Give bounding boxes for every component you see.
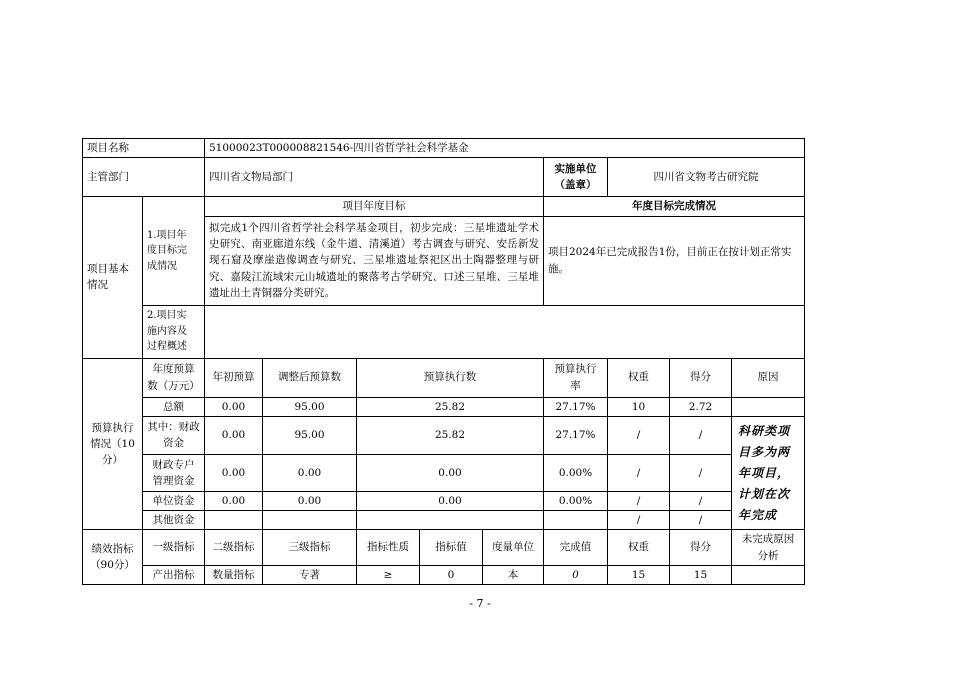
budget-row bbox=[83, 511, 805, 530]
perf-level1: 产出指标 bbox=[143, 565, 205, 584]
budget-annual-header: 年度预算 数（万元） bbox=[143, 358, 205, 397]
perf-level2-header: 二级指标 bbox=[205, 530, 263, 566]
perf-nature-header: 指标性质 bbox=[357, 530, 420, 566]
perf-weight-header: 权重 bbox=[608, 530, 670, 566]
perf-done-header: 完成值 bbox=[544, 530, 608, 566]
budget-weight: / bbox=[608, 454, 670, 491]
perf-row bbox=[83, 565, 805, 584]
budget-weight: / bbox=[608, 416, 670, 454]
impl-unit-label: 实施单位 （盖章） bbox=[544, 158, 608, 197]
perf-level2: 数量指标 bbox=[205, 565, 263, 584]
perf-unit-header: 度量单位 bbox=[483, 530, 544, 566]
budget-initial: 0.00 bbox=[205, 454, 263, 491]
budget-weight-header: 权重 bbox=[608, 358, 670, 397]
basic-info-label: 项目基本 情况 bbox=[83, 197, 143, 358]
perf-score-header: 得分 bbox=[670, 530, 732, 566]
budget-section-label: 预算执行 情况（10 分） bbox=[83, 358, 143, 530]
perf-level1-header: 一级指标 bbox=[143, 530, 205, 566]
dept-label: 主管部门 bbox=[83, 158, 205, 197]
perf-done: 0 bbox=[544, 565, 608, 584]
budget-adjusted: 95.00 bbox=[263, 416, 357, 454]
budget-initial: 0.00 bbox=[205, 491, 263, 510]
budget-rate-header: 预算执行 率 bbox=[544, 358, 608, 397]
perf-level3-header: 三级指标 bbox=[263, 530, 357, 566]
budget-executed: 25.82 bbox=[357, 416, 544, 454]
content-row-label: 2.项目实 施内容及 过程概述 bbox=[143, 305, 205, 358]
project-name-label: 项目名称 bbox=[83, 139, 205, 158]
content-row bbox=[83, 305, 805, 358]
budget-score-header: 得分 bbox=[670, 358, 732, 397]
budget-adjusted bbox=[263, 511, 357, 530]
budget-initial bbox=[205, 511, 263, 530]
budget-weight: / bbox=[608, 491, 670, 510]
perf-weight: 15 bbox=[608, 565, 670, 584]
performance-table bbox=[82, 138, 805, 585]
budget-reason-text: 科研类项目多为两年项目，计划在次年完成 bbox=[732, 416, 805, 530]
completion-text: 项目2024年已完成报告1份，目前正在按计划正常实施。 bbox=[544, 216, 805, 305]
budget-row bbox=[83, 416, 805, 454]
budget-row-label: 单位资金 bbox=[143, 491, 205, 510]
budget-weight: 10 bbox=[608, 397, 670, 416]
goal-text: 拟完成1个四川省哲学社会科学基金项目，初步完成：三星堆遗址学术史研究、南亚廊道东线（金牛道、清溪道）考古调查与研究、安岳新发现石窟及摩崖造像调查与研究、三星堆遗址祭祀区出土陶器整理与研究、嘉陵江流域宋元山城遗址的聚落考古学研究、口述三星堆、三星堆遗址出土青铜器分类研究。 bbox=[205, 216, 544, 305]
budget-weight: / bbox=[608, 511, 670, 530]
budget-row-label: 其他资金 bbox=[143, 511, 205, 530]
budget-initial: 0.00 bbox=[205, 416, 263, 454]
impl-unit-value: 四川省文物考古研究院 bbox=[608, 158, 805, 197]
perf-reason bbox=[732, 565, 805, 584]
budget-row bbox=[83, 397, 805, 416]
content-text-cell bbox=[205, 305, 805, 358]
budget-row-label: 其中：财政 资金 bbox=[143, 416, 205, 454]
budget-score: / bbox=[670, 454, 732, 491]
perf-value-header: 指标值 bbox=[420, 530, 483, 566]
budget-row bbox=[83, 454, 805, 491]
perf-score: 15 bbox=[670, 565, 732, 584]
budget-initial-header: 年初预算 bbox=[205, 358, 263, 397]
perf-nature: ≥ bbox=[357, 565, 420, 584]
budget-reason-header: 原因 bbox=[732, 358, 805, 397]
budget-header-row bbox=[83, 358, 805, 397]
perf-header-row bbox=[83, 530, 805, 566]
budget-score: / bbox=[670, 416, 732, 454]
budget-adjusted: 0.00 bbox=[263, 491, 357, 510]
completion-header: 年度目标完成情况 bbox=[544, 197, 805, 216]
budget-adjusted-header: 调整后预算数 bbox=[263, 358, 357, 397]
budget-adjusted: 0.00 bbox=[263, 454, 357, 491]
project-name-value: 51000023T000008821546-四川省哲学社会科学基金 bbox=[205, 139, 805, 158]
project-name-row bbox=[83, 139, 805, 158]
budget-executed: 0.00 bbox=[357, 491, 544, 510]
budget-rate: 27.17% bbox=[544, 416, 608, 454]
budget-reason-empty bbox=[732, 397, 805, 416]
budget-row-label: 财政专户 管理资金 bbox=[143, 454, 205, 491]
budget-row bbox=[83, 491, 805, 510]
page-number: - 7 - bbox=[469, 597, 491, 610]
department-row bbox=[83, 158, 805, 197]
budget-row-label: 总额 bbox=[143, 397, 205, 416]
perf-value: 0 bbox=[420, 565, 483, 584]
dept-value: 四川省文物局部门 bbox=[205, 158, 544, 197]
goal-row-label: 1.项目年 度目标完 成情况 bbox=[143, 197, 205, 305]
budget-rate bbox=[544, 511, 608, 530]
budget-rate: 0.00% bbox=[544, 491, 608, 510]
budget-executed bbox=[357, 511, 544, 530]
perf-unit: 本 bbox=[483, 565, 544, 584]
goal-header-row bbox=[83, 197, 805, 216]
perf-section-label: 绩效指标 （90分） bbox=[83, 530, 143, 585]
budget-rate: 27.17% bbox=[544, 397, 608, 416]
budget-adjusted: 95.00 bbox=[263, 397, 357, 416]
annual-goal-header: 项目年度目标 bbox=[205, 197, 544, 216]
budget-executed: 25.82 bbox=[357, 397, 544, 416]
budget-executed: 0.00 bbox=[357, 454, 544, 491]
budget-score: 2.72 bbox=[670, 397, 732, 416]
budget-score: / bbox=[670, 491, 732, 510]
budget-initial: 0.00 bbox=[205, 397, 263, 416]
perf-reason-header: 未完成原因 分析 bbox=[732, 530, 805, 566]
performance-table-container bbox=[82, 138, 804, 585]
budget-rate: 0.00% bbox=[544, 454, 608, 491]
perf-level3: 专著 bbox=[263, 565, 357, 584]
budget-executed-header: 预算执行数 bbox=[357, 358, 544, 397]
budget-score: / bbox=[670, 511, 732, 530]
